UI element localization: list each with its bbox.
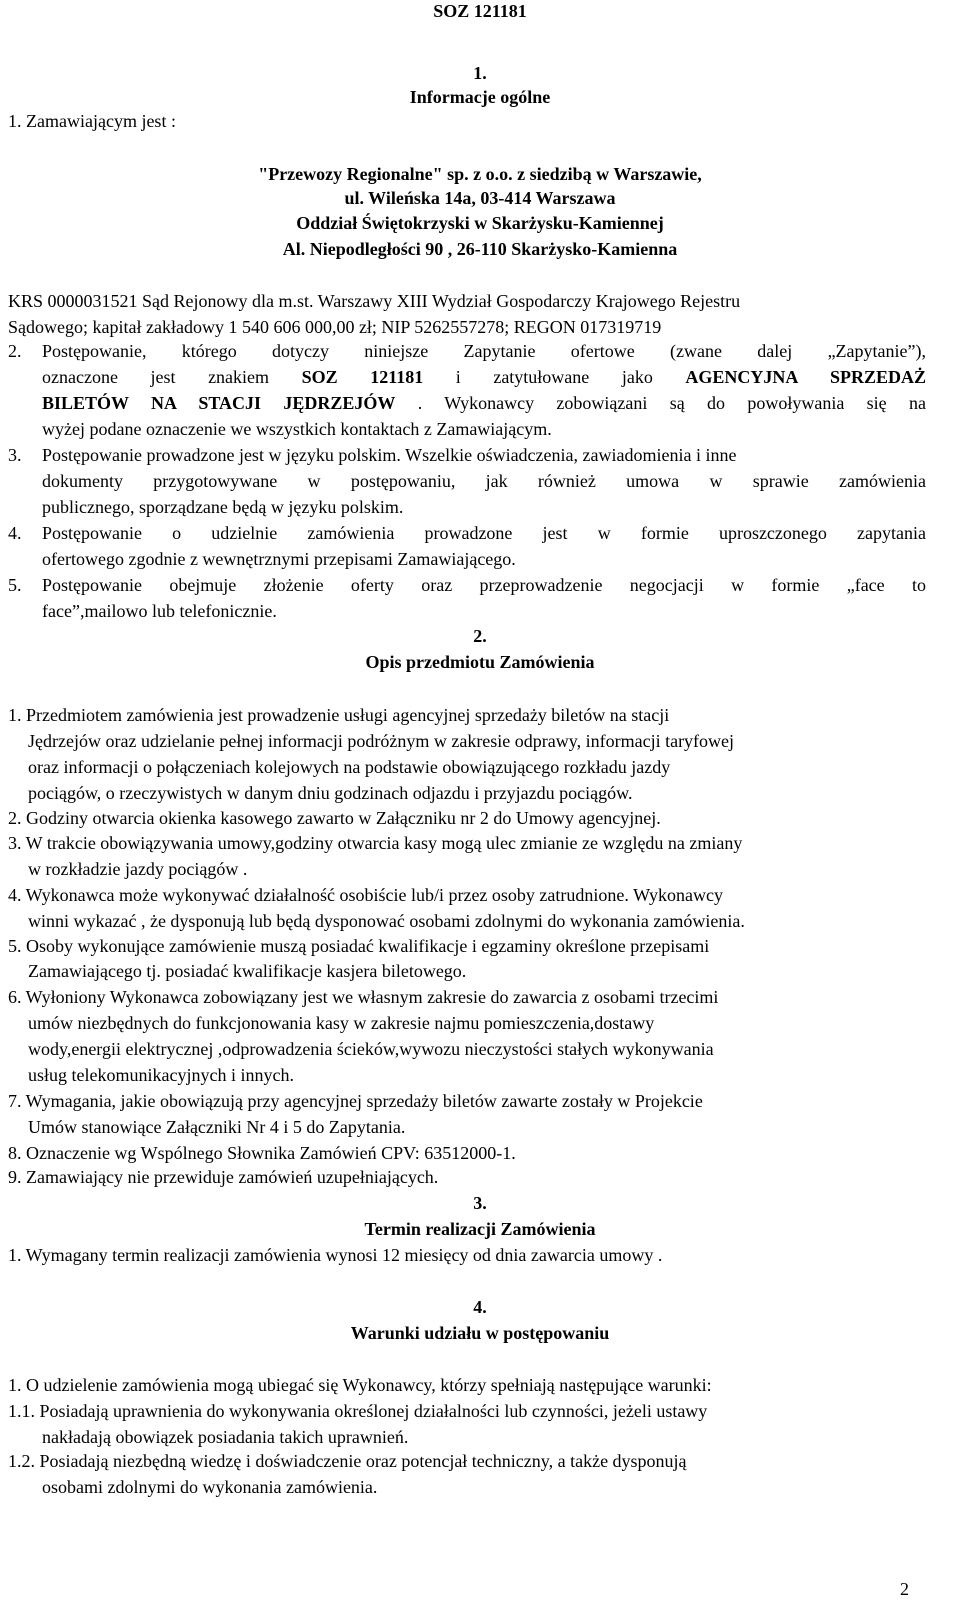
item-4-line-1: Postępowanie o udzielnie zamówienia prowadzone jest w formie uproszczonego zapytania (42, 523, 926, 543)
s2-line-7: w rozkładzie jazdy pociągów . (28, 859, 248, 879)
procedure-code: SOZ 121181 (301, 367, 424, 387)
section-1-number: 1. (473, 63, 487, 83)
s2-line-16: 7. Wymagania, jakie obowiązują przy agencyjnej sprzedaży biletów zawarte zostały w Projekcie (8, 1091, 703, 1111)
s2-line-4: pociągów, o rzeczywistych w danym dniu godzinach odjazdu i przyjazdu pociągów. (28, 783, 633, 803)
s2-line-6: 3. W trakcie obowiązywania umowy,godziny otwarcia kasy mogą ulec zmianie ze względu na zmiany (8, 833, 743, 853)
company-line-3: Oddział Świętokrzyski w Skarżysku-Kamiennej (296, 213, 664, 233)
company-line-4: Al. Niepodległości 90 , 26-110 Skarżysko-Kamienna (282, 239, 678, 259)
s2-line-19: 9. Zamawiający nie przewiduje zamówień uzupełniających. (8, 1167, 439, 1187)
s2-line-3: oraz informacji o połączeniach kolejowych na podstawie obowiązującego rozkładu jazdy (28, 757, 671, 777)
page-number: 2 (900, 1579, 909, 1599)
s2-line-10: 5. Osoby wykonujące zamówienie muszą posiadać kwalifikacje i egzaminy określone przepisami (8, 936, 710, 956)
item-2-line-3: BILETÓW NA STACJI JĘDRZEJÓW . Wykonawcy zobowiązani są do powoływania się na (42, 393, 926, 413)
company-line-2: ul. Wileńska 14a, 03-414 Warszawa (344, 188, 616, 208)
s2-line-18: 8. Oznaczenie wg Wspólnego Słownika Zamówień CPV: 63512000-1. (8, 1143, 516, 1163)
s4-line-2: 1.1. Posiadają uprawnienia do wykonywania określonej działalności lub czynności, jeżeli ustawy (8, 1401, 708, 1421)
item-5-line-2: face”,mailowo lub telefonicznie. (42, 601, 277, 621)
item-5-number: 5. (8, 575, 22, 595)
item-3-number: 3. (8, 445, 22, 465)
item-2-line-2: oznaczone jest znakiem SOZ 121181 i zatytułowane jako AGENCYJNA SPRZEDAŻ (42, 367, 926, 387)
company-line-1: "Przewozy Regionalne" sp. z o.o. z siedzibą w Warszawie, (258, 164, 702, 184)
item-2-line-4: wyżej podane oznaczenie we wszystkich kontaktach z Zamawiającym. (42, 419, 552, 439)
section-4-number: 4. (473, 1297, 487, 1317)
procedure-title-part-1: AGENCYJNA SPRZEDAŻ (685, 367, 926, 387)
s3-line-1: 1. Wymagany termin realizacji zamówienia wynosi 12 miesięcy od dnia zawarcia umowy . (8, 1245, 663, 1265)
s2-line-12: 6. Wyłoniony Wykonawca zobowiązany jest we własnym zakresie do zawarcia z osobami trzecimi (8, 987, 719, 1007)
item-4-line-2: ofertowego zgodnie z wewnętrznymi przepisami Zamawiającego. (42, 549, 516, 569)
s2-line-14: wody,energii elektrycznej ,odprowadzenia ścieków,wywozu nieczystości stałych wykonywania (28, 1039, 714, 1059)
procedure-title-part-2: BILETÓW NA STACJI JĘDRZEJÓW (42, 393, 396, 413)
s2-line-9: winni wykazać , że dysponują lub będą dysponować osobami zdolnymi do wykonania zamówienia. (28, 911, 745, 931)
s4-line-5: osobami zdolnymi do wykonania zamówienia. (42, 1477, 378, 1497)
item-5-line-1: Postępowanie obejmuje złożenie oferty oraz przeprowadzenie negocjacji w formie „face to (42, 575, 926, 595)
s4-line-4: 1.2. Posiadają niezbędną wiedzę i doświadczenie oraz potencjał techniczny, a także dysponują (8, 1451, 687, 1471)
s4-line-3: nakładają obowiązek posiadania takich uprawnień. (42, 1427, 409, 1447)
s2-line-5: 2. Godziny otwarcia okienka kasowego zawarto w Załączniku nr 2 do Umowy agencyjnej. (8, 808, 661, 828)
s2-line-8: 4. Wykonawca może wykonywać działalność osobiście lub/i przez osoby zatrudnione. Wykonawcy (8, 885, 723, 905)
item-3-line-2: dokumenty przygotowywane w postępowaniu, jak również umowa w sprawie zamówienia (42, 471, 926, 491)
krs-line-1: KRS 0000031521 Sąd Rejonowy dla m.st. Warszawy XIII Wydział Gospodarczy Krajowego Rejestru (8, 291, 741, 311)
item-3-line-1: Postępowanie prowadzone jest w języku polskim. Wszelkie oświadczenia, zawiadomienia i inne (42, 445, 737, 465)
item-2-line-1: Postępowanie, którego dotyczy niniejsze Zapytanie ofertowe (zwane dalej „Zapytanie”), (42, 341, 926, 361)
section-3-number: 3. (473, 1193, 487, 1213)
section-1-title: Informacje ogólne (409, 87, 551, 107)
s2-line-1: 1. Przedmiotem zamówienia jest prowadzenie usługi agencyjnej sprzedaży biletów na stacji (8, 705, 670, 725)
orderer-label: 1. Zamawiającym jest : (8, 111, 176, 131)
s2-line-11: Zamawiającego tj. posiadać kwalifikacje kasjera biletowego. (28, 961, 467, 981)
s2-line-2: Jędrzejów oraz udzielanie pełnej informacji podróżnym w zakresie odprawy, informacji taryfowej (28, 731, 735, 751)
s2-line-17: Umów stanowiące Załączniki Nr 4 i 5 do Zapytania. (28, 1117, 406, 1137)
section-4-title: Warunki udziału w postępowaniu (350, 1323, 610, 1343)
section-2-number: 2. (473, 626, 487, 646)
krs-line-2: Sądowego; kapitał zakładowy 1 540 606 000,00 zł; NIP 5262557278; REGON 017319719 (8, 317, 662, 337)
s2-line-15: usług telekomunikacyjnych i innych. (28, 1065, 294, 1085)
item-3-line-3: publicznego, sporządzane będą w języku polskim. (42, 497, 404, 517)
section-2-title: Opis przedmiotu Zamówienia (365, 652, 595, 672)
document-code-header: SOZ 121181 (433, 1, 527, 21)
item-4-number: 4. (8, 523, 22, 543)
s2-line-13: umów niezbędnych do funkcjonowania kasy w zakresie najmu pomieszczenia,dostawy (28, 1013, 655, 1033)
section-3-title: Termin realizacji Zamówienia (364, 1219, 596, 1239)
s4-line-1: 1. O udzielenie zamówienia mogą ubiegać się Wykonawcy, którzy spełniają następujące warunki: (8, 1375, 712, 1395)
item-2-number: 2. (8, 341, 22, 361)
